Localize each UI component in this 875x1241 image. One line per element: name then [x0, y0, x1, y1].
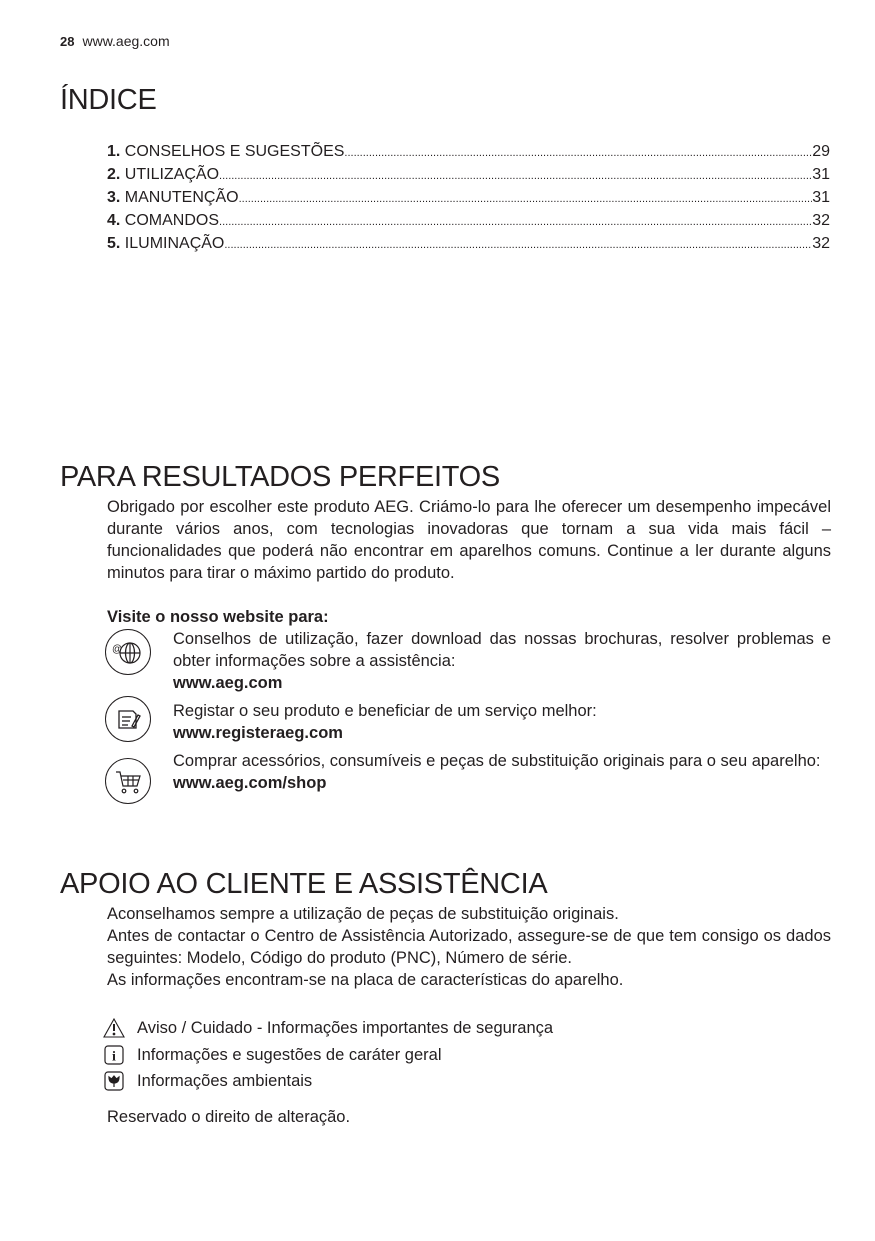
legend-item-environment — [103, 1070, 312, 1092]
toc-item[interactable] — [107, 141, 830, 164]
globe-at-icon — [105, 629, 151, 675]
toc-page: 32 — [812, 235, 830, 252]
toc-num: 2. — [107, 166, 121, 183]
footer-note: Reservado o direito de alteração. — [107, 1108, 351, 1126]
perfect-results-title: PARA RESULTADOS PERFEITOS — [60, 461, 500, 493]
link-text: Conselhos de utilização, fazer download das nossas brochuras, resolver problemas e obter informações sobre a assistência: — [173, 630, 831, 670]
link-text: Registar o seu produto e beneficiar de um serviço melhor: — [173, 702, 597, 720]
toc-num: 4. — [107, 212, 121, 229]
link-url[interactable]: www.aeg.com — [173, 674, 283, 692]
toc-leader — [224, 235, 812, 256]
toc-item[interactable] — [107, 164, 830, 187]
link-text: Comprar acessórios, consumíveis e peças de substituição originais para o seu aparelho: — [173, 752, 821, 770]
toc-page: 31 — [812, 166, 830, 183]
warning-icon — [103, 1018, 125, 1038]
toc-item[interactable] — [107, 210, 830, 233]
page-number: 28 — [60, 34, 75, 49]
toc-leader — [219, 212, 812, 233]
register-pen-icon — [105, 696, 151, 742]
support-title: APOIO AO CLIENTE E ASSISTÊNCIA — [60, 868, 548, 900]
legend-item-info — [103, 1044, 442, 1066]
intro-paragraph: Obrigado por escolher este produto AEG. Criámo-lo para lhe oferecer um desempenho impecável durante vários anos, com tecnologias inovadoras que tornam a sua vida mais fácil – funcionalidades que poderá não encontrar em aparelhos comuns. Continue a ler durante alguns minutos para tirar o máximo partido do produto. — [107, 498, 831, 582]
info-icon — [103, 1045, 125, 1065]
toc-label: COMANDOS — [124, 212, 220, 229]
visit-label: Visite o nosso website para: — [107, 608, 329, 626]
svg-text:@: @ — [112, 644, 123, 655]
support-line: As informações encontram-se na placa de características do aparelho. — [107, 971, 624, 989]
toc-leader — [239, 189, 813, 210]
table-of-contents — [107, 141, 830, 256]
toc-label: ILUMINAÇÃO — [124, 235, 225, 252]
environment-icon — [103, 1071, 125, 1091]
page-header — [60, 33, 170, 49]
shopping-cart-icon — [105, 758, 151, 804]
toc-num: 1. — [107, 143, 121, 160]
toc-label: MANUTENÇÃO — [124, 189, 239, 206]
support-line: Aconselhamos sempre a utilização de peças de substituição originais. — [107, 905, 619, 923]
header-site: www.aeg.com — [82, 33, 170, 49]
support-text — [107, 903, 831, 991]
legend-text: Informações e sugestões de caráter geral — [137, 1046, 442, 1064]
link-item-register — [173, 700, 831, 744]
toc-num: 5. — [107, 235, 121, 252]
toc-label: CONSELHOS E SUGESTÕES — [124, 143, 345, 160]
toc-item[interactable] — [107, 187, 830, 210]
svg-text:i: i — [112, 1049, 116, 1065]
legend-item-warning — [103, 1017, 553, 1039]
toc-page: 31 — [812, 189, 830, 206]
link-url[interactable]: www.registeraeg.com — [173, 724, 343, 742]
link-item-shop — [173, 750, 831, 794]
toc-page: 32 — [812, 212, 830, 229]
toc-leader — [219, 166, 812, 187]
support-line: Antes de contactar o Centro de Assistência Autorizado, assegure-se de que tem consigo os dados seguintes: Modelo, Código do produto (PNC), Número de série. — [107, 927, 831, 967]
link-item-website — [173, 628, 831, 694]
index-title: ÍNDICE — [60, 84, 157, 116]
toc-label: UTILIZAÇÃO — [124, 166, 220, 183]
toc-page: 29 — [812, 143, 830, 160]
toc-item[interactable] — [107, 233, 830, 256]
toc-leader — [344, 143, 812, 164]
legend-text: Informações ambientais — [137, 1072, 313, 1090]
toc-num: 3. — [107, 189, 121, 206]
legend-text: Aviso / Cuidado - Informações importantes de segurança — [137, 1019, 554, 1037]
link-url[interactable]: www.aeg.com/shop — [173, 774, 327, 792]
